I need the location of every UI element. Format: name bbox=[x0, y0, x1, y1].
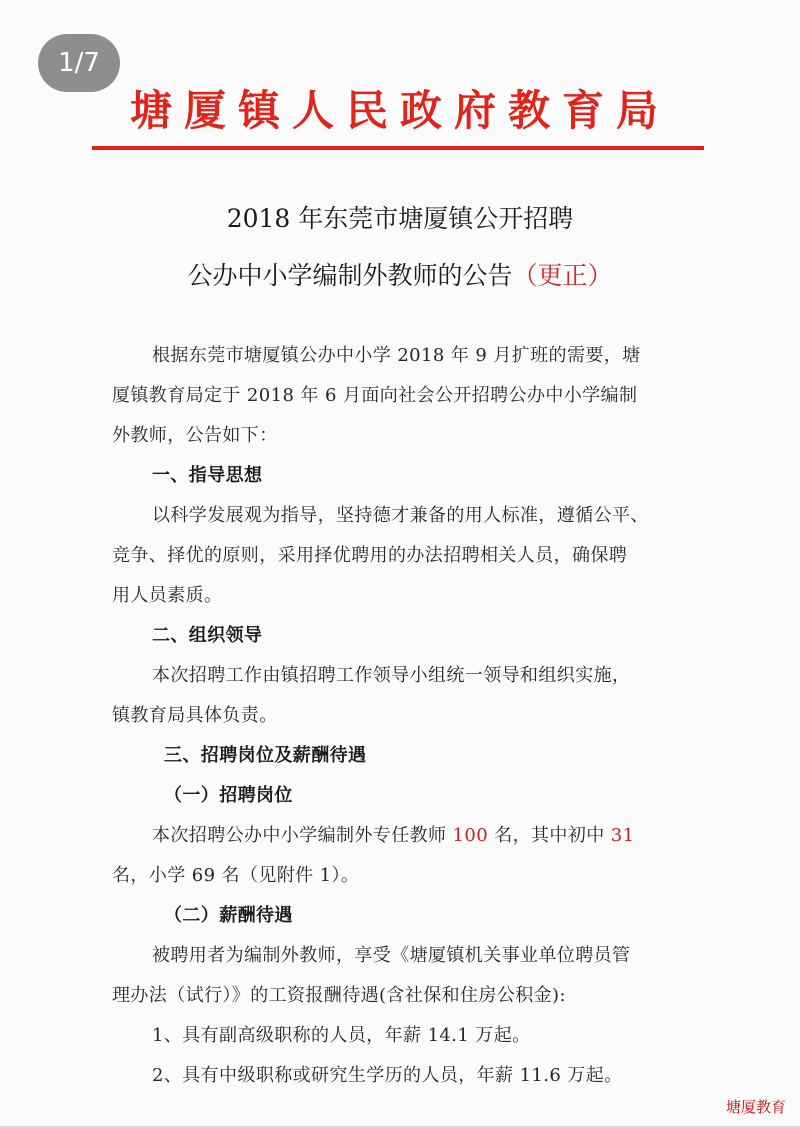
source-watermark: 塘厦教育 bbox=[725, 1098, 786, 1116]
section-2-line-1: 本次招聘工作由镇招聘工作领导小组统一领导和组织实施， bbox=[152, 665, 631, 686]
section-1-heading: 一、指导思想 bbox=[152, 465, 263, 486]
section-1-line-3: 用人员素质。 bbox=[112, 585, 223, 606]
section-3b-line-1: 被聘用者为编制外教师，享受《塘厦镇机关事业单位聘员管 bbox=[152, 945, 631, 966]
title-correction-tag: （更正） bbox=[512, 261, 613, 290]
section-3a-line-1-mid: 名，其中初中 bbox=[488, 825, 611, 846]
section-3a-line-2: 名，小学 69 名（见附件 1）。 bbox=[112, 865, 360, 886]
page-indicator: 1/7 bbox=[38, 34, 120, 92]
salary-item-1: 1、具有副高级职称的人员，年薪 14.1 万起。 bbox=[152, 1025, 531, 1046]
section-3-heading: 三、招聘岗位及薪酬待遇 bbox=[164, 745, 367, 766]
section-1-line-2: 竞争、择优的原则，采用择优聘用的办法招聘相关人员，确保聘 bbox=[112, 545, 628, 566]
junior-positions-count: 31 bbox=[610, 825, 635, 846]
section-3a-heading: （一）招聘岗位 bbox=[164, 785, 293, 806]
section-3b-heading: （二）薪酬待遇 bbox=[164, 905, 293, 926]
title-line-2-main: 公办中小学编制外教师的公告 bbox=[187, 261, 513, 290]
section-3a-line-1-pre: 本次招聘公办中小学编制外专任教师 bbox=[152, 825, 453, 846]
section-1-line-1: 以科学发展观为指导，坚持德才兼备的用人标准，遵循公平、 bbox=[152, 505, 649, 526]
title-line-2 bbox=[100, 256, 700, 296]
section-3a-line-1 bbox=[112, 816, 692, 856]
total-positions-count: 100 bbox=[452, 825, 489, 846]
intro-line-2: 厦镇教育局定于 2018 年 6 月面向社会公开招聘公办中小学编制 bbox=[112, 385, 638, 406]
section-3b-line-2: 理办法（试行）》的工资报酬待遇(含社保和住房公积金): bbox=[112, 985, 566, 1006]
org-header: 塘厦镇人民政府教育局 bbox=[129, 86, 670, 135]
intro-line-3: 外教师，公告如下： bbox=[112, 425, 278, 446]
section-2-line-2: 镇教育局具体负责。 bbox=[112, 705, 278, 726]
intro-line-1: 根据东莞市塘厦镇公办中小学 2018 年 9 月扩班的需要，塘 bbox=[152, 345, 641, 366]
header-red-rule bbox=[92, 146, 704, 150]
document-body bbox=[112, 336, 692, 1096]
section-2-heading: 二、组织领导 bbox=[152, 625, 263, 646]
salary-item-2: 2、具有中级职称或研究生学历的人员，年薪 11.6 万起。 bbox=[152, 1065, 623, 1086]
title-line-1: 2018 年东莞市塘厦镇公开招聘 bbox=[226, 204, 574, 233]
